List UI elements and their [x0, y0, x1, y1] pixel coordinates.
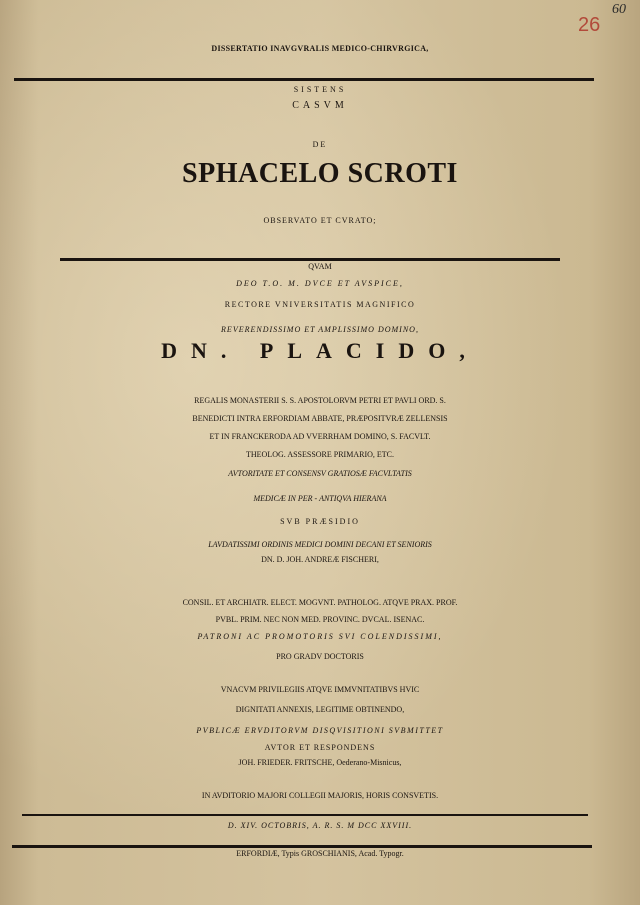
- respondent-name: JOH. FRIEDER. FRITSCHE, Oederano-Misnicus,: [238, 758, 402, 767]
- de: DE: [312, 140, 328, 149]
- date-rule-bottom: [12, 845, 592, 848]
- abbot-line-4: THEOLOG. ASSESSORE PRIMARIO, ETC.: [245, 450, 394, 459]
- respondent-place: IN AVDITORIO MAJORI COLLEGII MAJORIS, HORIS CONSVETIS.: [201, 791, 439, 800]
- rectore-line: RECTORE VNIVERSITATIS MAGNIFICO: [224, 300, 416, 309]
- imprint: ERFORDIÆ, Typis GROSCHIANIS, Acad. Typogr.: [236, 849, 404, 858]
- series-title: DISSERTATIO INAVGVRALIS MEDICO-CHIRVRGICA,: [211, 44, 429, 53]
- degree-line-1: VNACVM PRIVILEGIIS ATQVE IMMVNITATIBVS HVIC: [220, 685, 420, 694]
- reverend-line: REVERENDISSIMO ET AMPLISSIMO DOMINO,: [221, 325, 419, 334]
- praeses-line-1: CONSIL. ET ARCHIATR. ELECT. MOGVNT. PATHOLOG. ATQVE PRAX. PROF.: [182, 598, 458, 607]
- main-title: SPHACELO SCROTI: [182, 158, 458, 189]
- deo-line: DEO T.O. M. DVCE ET AVSPICE,: [236, 279, 404, 288]
- sub-praesidio: SVB PRÆSIDIO: [280, 517, 360, 526]
- date-rule-top: [22, 814, 588, 816]
- degree-title: PRO GRADV DOCTORIS: [276, 652, 364, 661]
- abbot-line-2: BENEDICTI INTRA ERFORDIAM ABBATE, PRÆPOSITVRÆ ZELLENSIS: [192, 414, 448, 423]
- patroni-line: PATRONI AC PROMOTORIS SVI COLENDISSIMI,: [197, 632, 443, 641]
- shelf-number: 26: [578, 14, 601, 36]
- praeses-name: DN. D. JOH. ANDREÆ FISCHERI,: [261, 555, 379, 564]
- title-rule: [60, 258, 560, 261]
- quam: QVAM: [308, 262, 332, 271]
- top-rule: [14, 78, 594, 81]
- authority-line-2: MEDICÆ IN PER - ANTIQVA HIERANA: [253, 494, 387, 503]
- abbot-line-1: REGALIS MONASTERII S. S. APOSTOLORVM PETRI ET PAVLI ORD. S.: [194, 396, 446, 405]
- laudatissimi-line: LAVDATISSIMI ORDINIS MEDICI DOMINI DECANI ET SENIORIS: [208, 540, 432, 549]
- abbot-line-3: ET IN FRANCKERODA AD VVERRHAM DOMINO, S. FACVLT.: [209, 432, 431, 441]
- date-line: D. XIV. OCTOBRIS, A. R. S. M DCC XXVIII.: [227, 821, 413, 830]
- authority-line-1: AVTORITATE ET CONSENSV GRATIOSÆ FACVLTATIS: [228, 469, 412, 478]
- degree-line-2: DIGNITATI ANNEXIS, LEGITIME OBTINENDO,: [235, 705, 405, 714]
- autor-line: AVTOR ET RESPONDENS: [264, 743, 376, 752]
- ink-note: 60: [612, 2, 626, 17]
- sub-title: OBSERVATO ET CVRATO;: [263, 216, 377, 225]
- casum: CASVM: [292, 100, 348, 111]
- praeses-line-2: PVBL. PRIM. NEC NON MED. PROVINC. DVCAL. ISENAC.: [215, 615, 425, 624]
- sistens: SISTENS: [293, 85, 347, 94]
- placido-name: DN. PLACIDO,: [161, 338, 479, 363]
- publicae-line: PVBLICÆ ERVDITORVM DISQVISITIONI SVBMITTET: [196, 726, 444, 735]
